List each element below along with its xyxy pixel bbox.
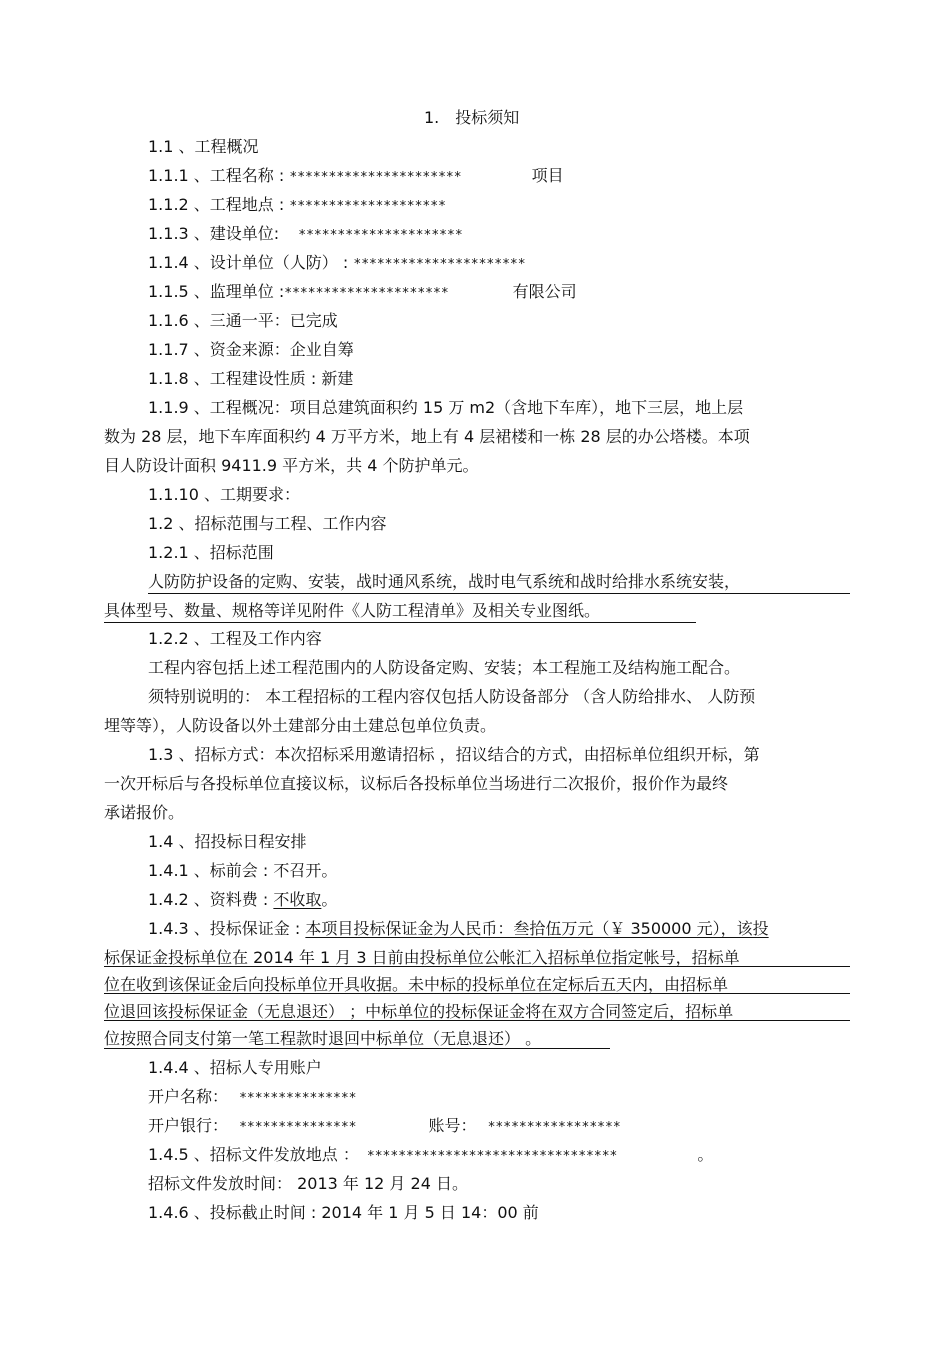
bank-value: ***************	[239, 1120, 357, 1135]
special-note-cont: 埋等等），人防设备以外土建部分由土建总包单位负责。	[104, 716, 497, 735]
clause-1-1-8: 1.1.8 、工程建设性质 : 新建	[148, 369, 354, 388]
underline-rule	[104, 622, 696, 623]
clause-1-1-4	[148, 250, 526, 276]
clause-1-1-9: 1.1.9 、工程概况：项目总建筑面积约 15 万 m2（含地下车库），地下三层，地上层	[148, 398, 744, 417]
clause-label: 1.4.3 、投标保证金 :	[148, 919, 306, 938]
clause-1-1-7: 1.1.7 、资金来源：企业自筹	[148, 340, 354, 359]
redacted-value: *********************	[298, 228, 463, 243]
clause-label: 1.1.5 、监理单位 :	[148, 282, 285, 301]
underline-rule	[104, 1020, 850, 1021]
deposit-text: 本项目投标保证金为人民币：叁拾伍万元（￥ 350000 元），该投	[305, 919, 769, 938]
clause-1-1-9-cont: 数为 28 层，地下车库面积约 4 万平方米，地上有 4 层裙楼和一栋 28 层的办公塔楼。本项	[104, 427, 750, 446]
clause-1-1-10: 1.1.10 、工期要求：	[148, 485, 300, 504]
underline-rule	[104, 993, 850, 994]
redacted-value: ********************************	[366, 1149, 618, 1164]
clause-1-2-1: 1.2.1 、招标范围	[148, 543, 274, 562]
underline-rule	[148, 593, 850, 594]
clause-1-1: 1.1 、工程概况	[148, 137, 259, 156]
clause-label: 1.4.2 、资料费 :	[148, 890, 274, 909]
punctuation: 。	[697, 1145, 714, 1164]
deposit-text-cont: 位在收到该保证金后向投标单位开具收据。未中标的投标单位在定标后五天内，由招标单	[104, 975, 729, 994]
scope-text-cont: 具体型号、数量、规格等详见附件《人防工程清单》及相关专业图纸。	[104, 601, 601, 620]
bank-label: 开户银行：	[148, 1116, 234, 1135]
clause-1-3-cont: 承诺报价。	[104, 803, 185, 822]
account-number-label: 账号：	[428, 1116, 482, 1135]
clause-label: 1.1.1 、工程名称 :	[148, 166, 290, 185]
clause-1-4: 1.4 、招投标日程安排	[148, 832, 307, 851]
clause-1-2-2: 1.2.2 、工程及工作内容	[148, 629, 322, 648]
redacted-value: ********************	[289, 199, 446, 214]
clause-1-1-6: 1.1.6 、三通一平：已完成	[148, 311, 338, 330]
special-note: 须特别说明的： 本工程招标的工程内容仅包括人防设备部分 （含人防给排水、 人防预	[148, 687, 756, 706]
clause-1-3-cont: 一次开标后与各投标单位直接议标，议标后各投标单位当场进行二次报价，报价作为最终	[104, 774, 729, 793]
punctuation: 。	[321, 890, 338, 909]
clause-suffix: 有限公司	[512, 282, 577, 301]
issue-time: 招标文件发放时间： 2013 年 12 月 24 日。	[148, 1174, 468, 1193]
clause-1-1-3	[148, 221, 463, 247]
clause-1-4-5	[148, 1142, 713, 1168]
clause-1-2: 1.2 、招标范围与工程、工作内容	[148, 514, 387, 533]
clause-1-4-3	[148, 916, 769, 942]
clause-1-3: 1.3 、招标方式：本次招标采用邀请招标 ，招议结合的方式，由招标单位组织开标，第	[148, 745, 760, 764]
underline-rule	[104, 1048, 610, 1049]
clause-label: 1.4.5 、招标文件发放地点 ：	[148, 1145, 359, 1164]
redacted-value: *********************	[284, 286, 449, 301]
clause-1-1-9-cont: 目人防设计面积 9411.9 平方米，共 4 个防护单元。	[104, 456, 479, 475]
clause-label: 1.1.4 、设计单位（人防） :	[148, 253, 354, 272]
fee-value: 不收取	[273, 890, 322, 909]
redacted-value: **********************	[353, 257, 526, 272]
scope-text: 人防防护设备的定购、安装，战时通风系统，战时电气系统和战时给排水系统安装，	[148, 572, 741, 591]
clause-label: 1.1.2 、工程地点 :	[148, 195, 290, 214]
redacted-value: **********************	[289, 170, 462, 185]
clause-1-1-1	[148, 163, 564, 189]
account-number-value: *****************	[487, 1120, 621, 1135]
clause-label: 1.1.3 、建设单位:	[148, 224, 285, 243]
clause-suffix: 项目	[531, 166, 564, 185]
account-name-label: 开户名称：	[148, 1087, 234, 1106]
section-heading: 1. 投标须知	[424, 108, 520, 127]
bank-row	[148, 1113, 621, 1139]
work-content: 工程内容包括上述工程范围内的人防设备定购、安装；本工程施工及结构施工配合。	[148, 658, 741, 677]
account-name-value: ***************	[239, 1091, 357, 1106]
deposit-text-cont: 位退回该投标保证金（无息退还） ；中标单位的投标保证金将在双方合同签定后，招标单	[104, 1002, 734, 1021]
account-name-row	[148, 1084, 357, 1110]
deposit-text-cont: 标保证金投标单位在 2014 年 1 月 3 日前由投标单位公帐汇入招标单位指定帐号，招标单	[104, 948, 740, 967]
clause-1-4-4: 1.4.4 、招标人专用账户	[148, 1058, 322, 1077]
clause-1-1-2	[148, 192, 446, 218]
clause-1-4-1: 1.4.1 、标前会 : 不召开。	[148, 861, 338, 880]
clause-1-1-5	[148, 279, 577, 305]
underline-rule	[104, 966, 850, 967]
clause-1-4-6: 1.4.6 、投标截止时间 : 2014 年 1 月 5 日 14：00 前	[148, 1203, 539, 1222]
deposit-text-cont: 位按照合同支付第一笔工程款时退回中标单位（无息退还） 。	[104, 1029, 542, 1048]
clause-1-4-2	[148, 887, 337, 913]
